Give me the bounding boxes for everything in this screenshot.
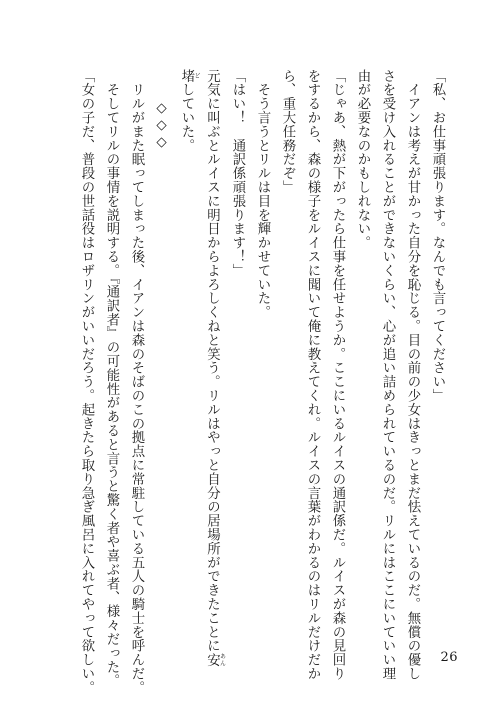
page-number: 26 xyxy=(440,650,458,665)
text-line-content: そしてリルの事情を説明する。『通訳者』の可能性があると言うと驚く者や喜ぶ者、様々だった。 xyxy=(104,82,119,688)
ruby-reading: ど xyxy=(193,69,200,83)
text-line: 「私、お仕事頑張ります。なんでも言ってください」 xyxy=(430,69,445,403)
text-line-content: リルがまた眠ってしまった後、イアンは森のそばのこの拠点に常駐している五人の騎士を呼んだ。 xyxy=(129,82,144,695)
text-line-ruby xyxy=(200,69,226,667)
text-line-ruby xyxy=(174,69,200,635)
ruby-base: 安 xyxy=(204,652,220,667)
text-line-content: そう言うとリルは目を輝かせていた。 xyxy=(255,82,270,320)
ruby-word xyxy=(204,652,226,667)
text-line-content: 元気に叫ぶとルイスに明日からよろしくねと笑う。リルはやっと自分の居場所ができたことに xyxy=(204,69,220,653)
text-line xyxy=(99,69,124,688)
text-line: 「じゃあ、熱が下がったら仕事を任せようか。ここにいるルイスの通訳係だ。ルイスが森の見回り xyxy=(330,69,345,681)
ruby-word xyxy=(179,69,200,83)
text-line-content: していた。 xyxy=(179,82,194,153)
text-line: 「女の子だ、普段の世話役はロザリンがいいだろう。起きたら取り急ぎ風呂に入れてやって欲しい。 xyxy=(79,69,94,695)
text-line-content: イアンは考えが甘かった自分を恥じる。目の前の少女はきっとまだ怯えているのだ。無償の優し xyxy=(405,82,420,681)
text-line: さを受け入れることができないくらい、心が追い詰められているのだ。リルにはここにいていい理 xyxy=(380,69,395,681)
text-line: をするから、森の様子をルイスに聞いて俺に教えてくれ。ルイスの言葉がわかるのはリルだけだか xyxy=(305,69,320,681)
text-line: ら、重大任務だぞ」 xyxy=(280,69,295,195)
ruby-reading: あん xyxy=(218,652,226,667)
text-line xyxy=(400,69,425,681)
text-line: 「はい！ 通訳係頑張ります！」 xyxy=(230,69,245,278)
ruby-base: 堵 xyxy=(179,69,194,83)
text-line xyxy=(124,69,149,695)
text-line xyxy=(250,69,275,635)
scene-separator: ◇◇◇ xyxy=(154,101,169,153)
text-line: 由が必要なのかもしれない。 xyxy=(355,69,370,250)
